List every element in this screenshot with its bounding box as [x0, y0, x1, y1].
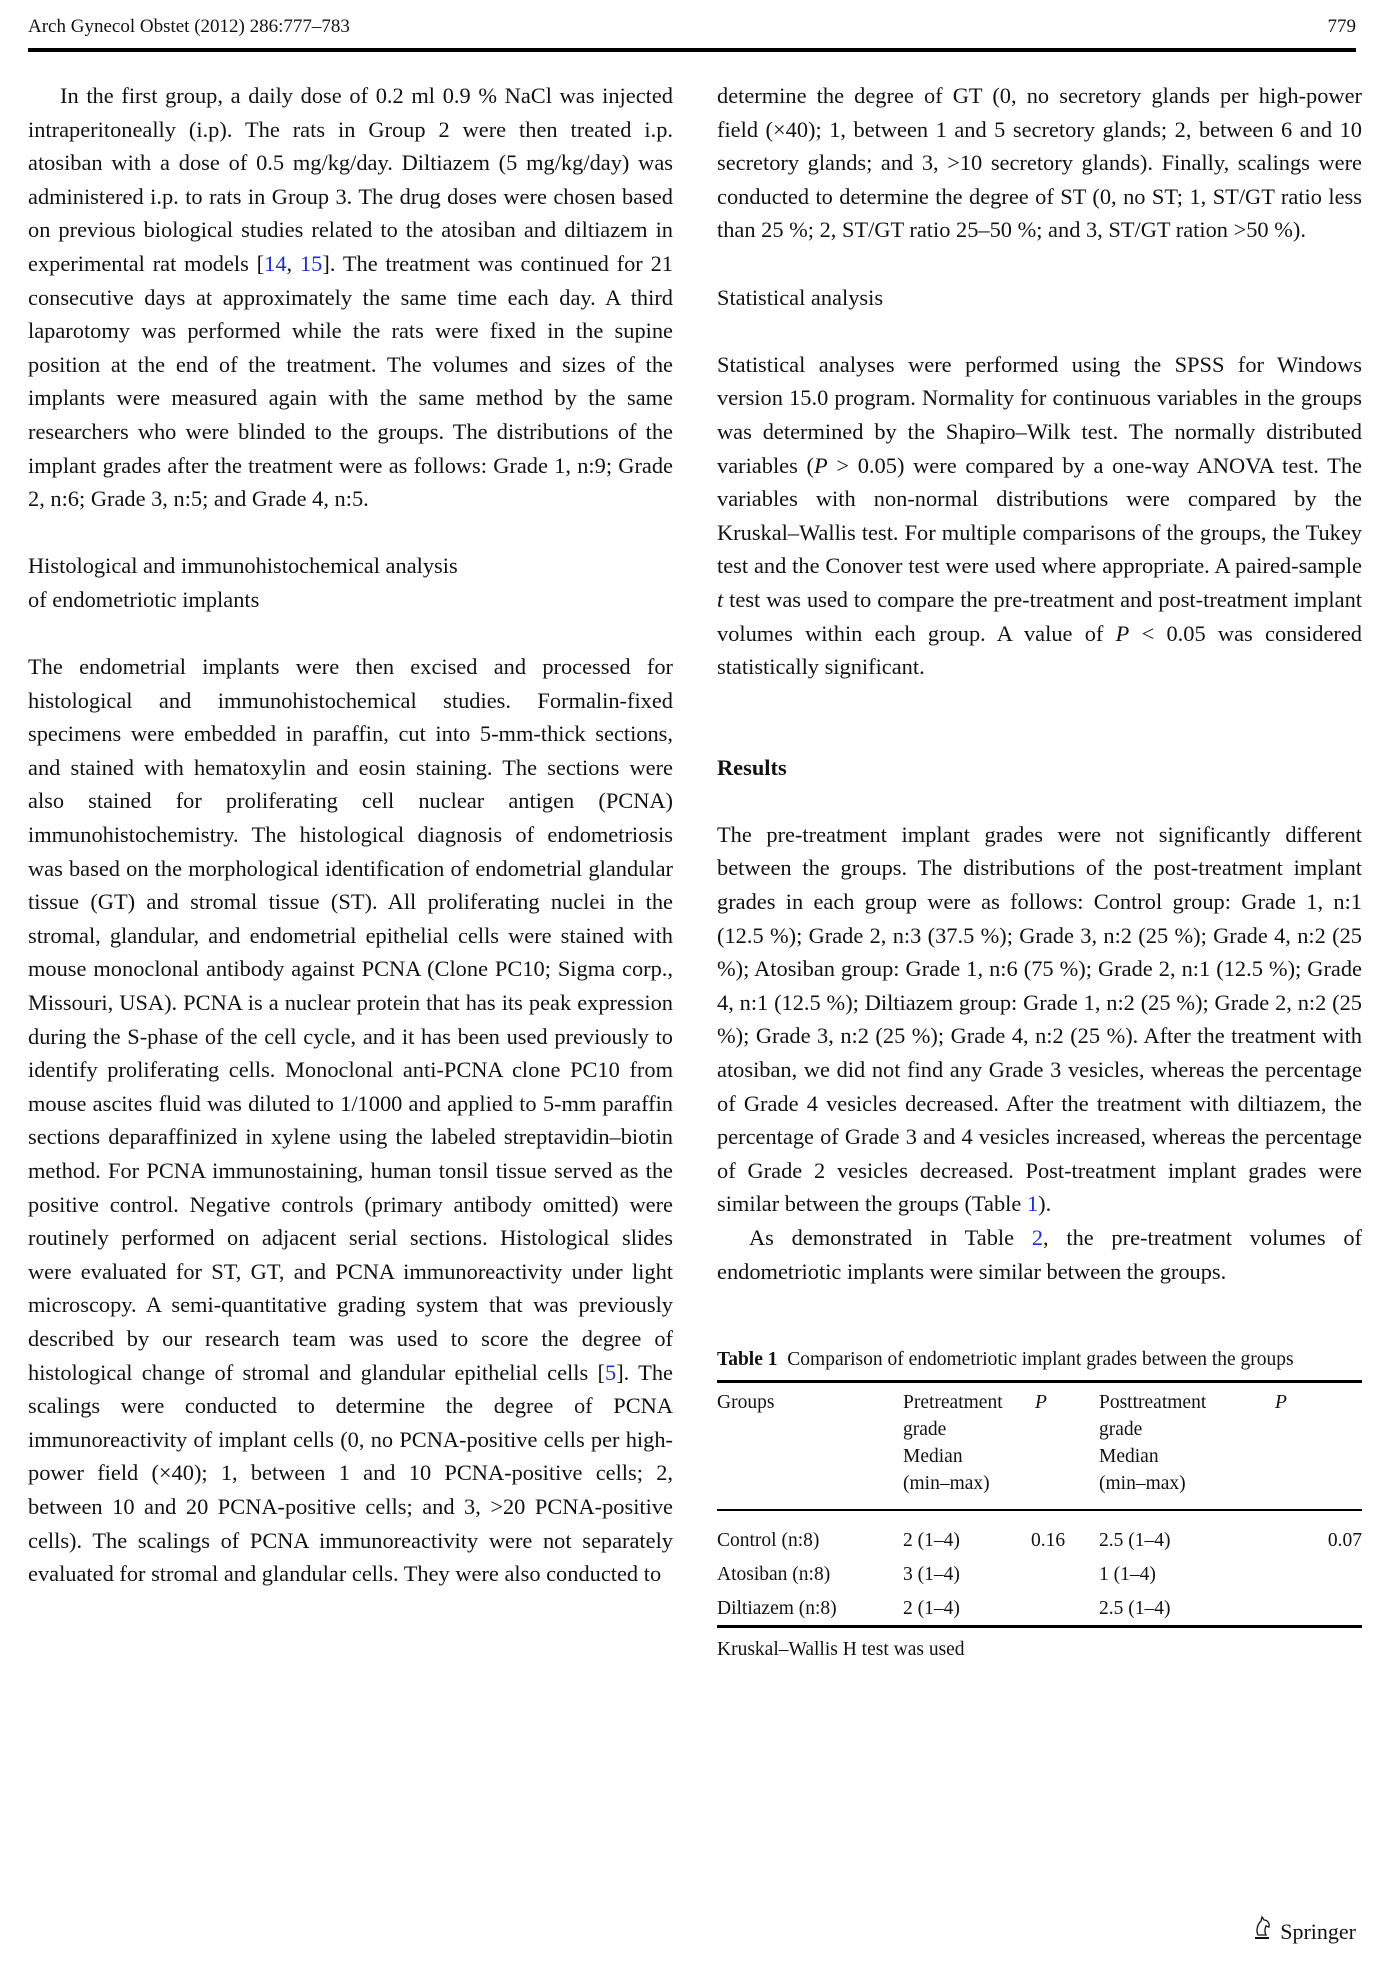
header-pretreatment: Pretreatment grade Median (min–max): [903, 1392, 1003, 1495]
cell-p-post: [1259, 1557, 1362, 1591]
citation-link-5[interactable]: 5: [605, 1359, 617, 1385]
cell-group: Diltiazem (n:8): [717, 1597, 837, 1619]
publisher-logo: [1252, 1915, 1356, 1948]
paragraph-histology: [28, 650, 673, 1591]
section-heading-results: Results: [717, 754, 787, 780]
paragraph-results-1: [717, 818, 1362, 1221]
paragraph-results-2: [717, 1221, 1362, 1288]
text: test was used to compare the pre-treatment and post-treatment implant volumes within each group. A value of: [717, 586, 1362, 646]
text: ]. The scalings were conducted to determine the degree of PCNA immunoreactivity of implant cells (0, no PCNA-positive cells per high-power field (×40); 1, between 1 and 10 PCNA-positive cells; 2, between 10 and 20 PCNA-positive cells; and 3, >20 PCNA-positive cells). The scalings of PCNA immunoreactivity were not separately evaluated for stromal and glandular cells. They were also conducted to: [28, 1359, 673, 1587]
text: In the first group, a daily dose of 0.2 ml 0.9 % NaCl was injected intraperitoneally (i.p). The rats in Group 2 were then treated i.p. atosiban with a dose of 0.5 mg/kg/day. Diltiazem (5 mg/kg/day) was administered i.p. to rats in Group 3. The drug doses were chosen based on previous biological studies related to the atosiban and diltiazem in experimental rat models [: [28, 83, 673, 276]
italic-t: t: [717, 586, 724, 612]
citation-link-15[interactable]: 15: [299, 250, 323, 276]
table-footnote: Kruskal–Wallis H test was used: [717, 1639, 965, 1661]
header-rule: [28, 48, 1356, 52]
paragraph-treatment: [28, 79, 673, 516]
table-1: [717, 1380, 1362, 1634]
caption-text: Comparison of endometriotic implant grades between the groups: [787, 1349, 1294, 1371]
section-heading-histology: [28, 549, 673, 616]
cell-p-pre: [1031, 1591, 1099, 1627]
header-groups: Groups: [717, 1392, 775, 1414]
text: < 0.05 was considered statistically significant.: [717, 620, 1363, 680]
journal-citation: Arch Gynecol Obstet (2012) 286:777–783: [28, 16, 350, 37]
page-number: 779: [1327, 16, 1356, 37]
cell-p-pre: 0.16: [1031, 1529, 1066, 1551]
cell-post: 2.5 (1–4): [1099, 1529, 1171, 1551]
text: As demonstrated in Table: [749, 1225, 1032, 1250]
running-head: [28, 12, 1356, 42]
right-column: [717, 79, 1362, 1663]
text: Statistical analyses were performed using the SPSS for Windows version 15.0 program. Normality for continuous variables in the groups was determined by the Shapiro–Wilk test. The normally distributed variables (: [717, 351, 1362, 478]
cell-pre: 3 (1–4): [903, 1563, 960, 1585]
citation-link-14[interactable]: 14: [264, 250, 287, 276]
text: ).: [1038, 1191, 1052, 1217]
left-column: [28, 79, 673, 1591]
header-posttreatment: Posttreatment grade Median (min–max): [1099, 1392, 1207, 1495]
paragraph-statistics: [717, 348, 1362, 684]
table-row: [717, 1591, 1362, 1627]
table-link-2[interactable]: 2: [1031, 1225, 1044, 1250]
table-header-row: [717, 1389, 1362, 1497]
table-link-1[interactable]: 1: [1026, 1191, 1039, 1217]
heading-line: of endometriotic implants: [28, 586, 260, 612]
cell-group: Atosiban (n:8): [717, 1563, 831, 1585]
text: ]. The treatment was continued for 21 consecutive days at approximately the same time each day. A third laparotomy was performed while the rats were fixed in the supine position at the end of the treatment. The volumes and sizes of the implants were measured again with the same method by the same researchers who were blinded to the groups. The distributions of the implant grades after the treatment were as follows: Grade 1, n:9; Grade 2, n:6; Grade 3, n:5; and Grade 4, n:5.: [28, 250, 673, 512]
cell-pre: 2 (1–4): [903, 1529, 960, 1551]
text: , the pre-treatment volumes of endometriotic implants were similar between the groups.: [717, 1225, 1362, 1284]
italic-p: P: [1115, 620, 1130, 646]
cell-group: Control (n:8): [717, 1529, 820, 1551]
italic-p: P: [814, 452, 828, 478]
paragraph-scaling-continued: determine the degree of GT (0, no secretory glands per high-power field (×40); 1, between 1 and 5 secretory glands; 2, between 6 and 10 secretory glands; and 3, >10 secretory glands). Finally, scalings were conducted to determine the degree of ST (0, no ST; 1, ST/GT ratio less than 25 %; 2, ST/GT ratio 25–50 %; and 3, ST/GT ration >50 %).: [717, 83, 1362, 243]
header-p-post: P: [1275, 1392, 1287, 1414]
heading-line: Histological and immunohistochemical analysis: [28, 553, 458, 579]
table-row: [717, 1557, 1362, 1591]
cell-pre: 2 (1–4): [903, 1597, 960, 1619]
publisher-name: Springer: [1280, 1918, 1356, 1944]
springer-horse-icon: [1252, 1915, 1274, 1948]
table-label: Table 1: [717, 1349, 778, 1371]
cell-post: 1 (1–4): [1099, 1563, 1156, 1585]
text: The endometrial implants were then excised and processed for histological and immunohistochemical studies. Formalin-fixed specimens were embedded in paraffin, cut into 5-mm-thick sections, and stained with hematoxylin and eosin staining. The sections were also stained for proliferating cell nuclear antigen (PCNA) immunohistochemistry. The histological diagnosis of endometriosis was based on the morphological identification of endometrial glandular tissue (GT) and stromal tissue (ST). All proliferating nuclei in the stromal, glandular, and endometrial epithelial cells were stained with mouse monoclonal antibody against PCNA (Clone PC10; Sigma corp., Missouri, USA). PCNA is a nuclear protein that has its peak expression during the S-phase of the cell cycle, and it has been used previously to identify proliferating cells. Monoclonal anti-PCNA clone PC10 from mouse ascites fluid was diluted to 1/1000 and applied to 5-mm paraffin sections deparaffinized in xylene using the labeled streptavidin–biotin method. For PCNA immunostaining, human tonsil tissue served as the positive control. Negative controls (primary antibody omitted) were routinely performed on adjacent serial sections. Histological slides were evaluated for ST, GT, and PCNA immunoreactivity under light microscopy. A semi-quantitative grading system that was previously described by our research team was used to score the degree of histological change of stromal and glandular epithelial cells [: [28, 654, 673, 1385]
cell-post: 2.5 (1–4): [1099, 1597, 1171, 1619]
text: ,: [286, 250, 300, 276]
section-heading-statistics: Statistical analysis: [717, 284, 884, 310]
cell-p-post: 0.07: [1327, 1529, 1362, 1551]
text: The pre-treatment implant grades were not significantly different between the groups. The distributions of the post-treatment implant grades in each group were as follows: Control group: Grade 1, n:1 (12.5 %); Grade 2, n:3 (37.5 %); Grade 3, n:2 (25 %); Grade 4, n:2 (25 %); Atosiban group: Grade 1, n:6 (75 %); Grade 2, n:1 (12.5 %); Grade 4, n:1 (12.5 %); Diltiazem group: Grade 1, n:2 (25 %); Grade 2, n:2 (25 %); Grade 3, n:2 (25 %); Grade 4, n:2 (25 %). After the treatment with atosiban, we did not find any Grade 3 vesicles, whereas the percentage of Grade 4 vesicles decreased. After the treatment with diltiazem, the percentage of Grade 3 and 4 vesicles increased, whereas the percentage of Grade 2 vesicles decreased. Post-treatment implant grades were similar between the groups (Table: [717, 821, 1362, 1217]
cell-p-post: [1259, 1591, 1362, 1627]
text: > 0.05) were compared by a one-way ANOVA test. The variables with non-normal distributions were compared by the Kruskal–Wallis test. For multiple comparisons of the groups, the Tukey test and the Conover test were used where appropriate. A paired-sample: [717, 452, 1362, 579]
header-p-pre: P: [1035, 1392, 1047, 1414]
table-1-caption: [717, 1346, 1362, 1373]
cell-p-pre: [1031, 1557, 1099, 1591]
table-row: [717, 1523, 1362, 1557]
